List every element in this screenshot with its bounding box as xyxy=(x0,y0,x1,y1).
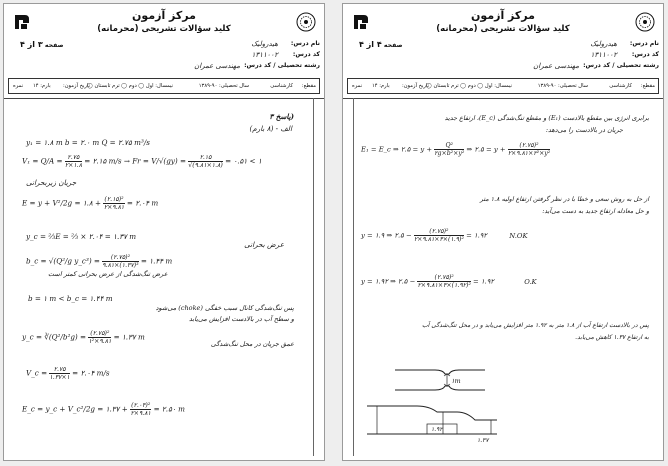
header-title: مرکز آزمون xyxy=(471,9,535,22)
choke-velocity-line: V_c = $\frac{۲.۷۵}{۱.۳۷\times ۱}$ = ۲.۰۴ m/s xyxy=(26,366,110,381)
flow-type-note: جریان زیربحرانی xyxy=(26,178,77,187)
page-number: صفحه ۳ از ۴ xyxy=(20,40,64,49)
field-value: مهندسی عمران xyxy=(533,62,579,70)
term-options: نیمسال: اول ◯ دوم ◯ ترم تابستان ◯ xyxy=(425,83,512,89)
critical-depth-choke-line: y_c = ∛(Q²/b²g) = $\frac{\text{(۲.۷۵)²}}{\text{۱²×۹.۸۱}}$ = ۱.۳۷ m xyxy=(22,330,145,345)
course-label: نام درس: xyxy=(629,40,659,47)
header-subtitle: کلید سؤالات تشریحی (محرمانه) xyxy=(97,24,231,34)
svg-text:۱m: ۱m xyxy=(451,377,461,385)
margin-rule xyxy=(313,98,314,456)
critical-width-line: b_c = √(Q²/g y_c³) = $\frac{\text{(۲.۷۵)²}}{\text{۹.۸۱×(۱.۳۷)³}}$ = ۱.۴۴ m xyxy=(26,254,173,269)
conclusion-note: پس در بالادست ارتفاع آب از ۱.۸ متر به ۱.۹۲ متر افزایش می‌یابد و در محل تنگ‌شدگی آب xyxy=(421,322,649,329)
depth-note: عمق جریان در محل تنگ‌شدگی xyxy=(210,340,294,348)
grade-label: مقطع: xyxy=(301,83,316,89)
header-rule xyxy=(4,98,324,99)
choke-note: پس تنگ‌شدگی کانال سبب خفگی (choke) می‌شود xyxy=(155,304,294,312)
score-weight: بارم: ۱۴ xyxy=(372,83,390,89)
margin-rule xyxy=(353,98,354,456)
energy-balance-note: برابری انرژی بین مقطع بالادست (E₁) و مقطع تنگ‌شدگی (E_c)، ارتفاع جدید xyxy=(444,114,649,122)
specific-energy-line: E = y + V²/2g = ۱.۸ + $\frac{\text{(۲.۱۵)²}}{۲\times ۹.۸۱}$ = ۲.۰۴ m xyxy=(22,196,159,211)
velocity-froude-line: V₁ = Q/A = $\frac{۲.۷۵}{۲\times ۱.۸}$ = ۲.۱۵ m/s → Fr = V/√(gy) = $\frac{۲.۱۵}{√(۹.۸۱\times ۱.۸)}$ = ۰.۵۱ < ۱ xyxy=(22,154,262,169)
channel-sketch xyxy=(357,354,507,444)
choke-energy-line: E_c = y_c + V_c²/2g = ۱.۳۷ + $\frac{\text{(۲.۰۴)²}}{۲\times ۹.۸۱}$ = ۲.۵۰ m xyxy=(22,402,185,417)
trial-method-note-2: و حل معادله ارتفاع جدید به دست می‌آید: xyxy=(542,208,649,215)
academic-year: سال تحصیلی: ۹۰-۱۳۸۹ xyxy=(198,83,249,89)
part-a-label: الف - (۸ بارم) xyxy=(249,124,292,133)
given-values: y₁ = ۱.۸ m b = ۲.۰ m Q = ۲.۷۵ m³/s xyxy=(26,138,150,147)
score-weight: بارم: ۱۴ xyxy=(33,83,51,89)
trial-one-equation: y = ۱.۹ ⇒ ۲.۵ − $\frac{\text{(۲.۷۵)²}}{\text{۲×۹.۸۱×۴×(۱.۹)²}}$ = ۱.۹۲ N.OK xyxy=(361,228,528,243)
course-value: هیدرولیک xyxy=(251,40,278,48)
grade-value: کارشناسی xyxy=(609,83,632,89)
term-options: نیمسال: اول ◯ دوم ◯ ترم تابستان ◯ xyxy=(86,83,173,89)
width-compare-line: b = ۱ m < b_c = ۱.۴۴ m xyxy=(28,294,113,303)
critical-depth-line: y_c = ⅔E = ⅔ × ۲.۰۴ = ۱.۳۷ m xyxy=(26,232,137,241)
score-label: نمره xyxy=(13,83,24,89)
trial-method-note: از حل به روش سعی و خطا با در نظر گرفتن ارتفاع اولیه ۱.۸ متر xyxy=(480,196,649,203)
width-compare-note: عرض تنگ‌شدگی از عرض بحرانی کمتر است xyxy=(48,270,168,278)
header-rule xyxy=(343,98,663,99)
field-label: رشته تحصیلی / کد درس: xyxy=(583,62,659,69)
page-number: صفحه ۴ از ۴ xyxy=(359,40,403,49)
code-label: کد درس: xyxy=(631,51,659,58)
course-value: هیدرولیک xyxy=(590,40,617,48)
code-value: ۱۳۱۱۰۰۲ xyxy=(251,51,278,59)
course-label: نام درس: xyxy=(290,40,320,47)
trial-two-status: O.K xyxy=(524,277,537,286)
conclusion-note-2: به ارتفاع ۱.۳۷ کاهش می‌یابد. xyxy=(575,334,649,341)
field-value: مهندسی عمران xyxy=(194,62,240,70)
critical-width-note: عرض بحرانی xyxy=(244,240,284,249)
grade-value: کارشناسی xyxy=(270,83,293,89)
exam-date: تاریخ آزمون: xyxy=(63,83,90,89)
exam-date: تاریخ آزمون: xyxy=(402,83,429,89)
answer-title: پاسخ ۳) xyxy=(269,112,294,121)
header-title: مرکز آزمون xyxy=(132,9,196,22)
choke-note-2: و سطح آب در بالادست افزایش می‌یابد xyxy=(189,315,294,323)
exam-meta xyxy=(347,40,659,73)
academic-year: سال تحصیلی: ۹۰-۱۳۸۹ xyxy=(537,83,588,89)
energy-equation: E₁ = E_c ⇒ ۲.۵ = y + $\frac{\text{Q²}}{\text{۲g×b²×y²}}$ ⇒ ۲.۵ = y + $\frac{\text{(۲.۷۵)²}}{\text{۲×۹.۸۱×۲²×y²}}$ xyxy=(361,142,551,157)
trial-two-equation: y = ۱.۹۲ ⇒ ۲.۵ − $\frac{\text{(۲.۷۵)²}}{\text{۲×۹.۸۱×۴×(۱.۹۲)²}}$ = ۱.۹۲ O.K xyxy=(361,274,537,289)
exam-info-box xyxy=(8,78,320,94)
svg-text:۱.۹۲: ۱.۹۲ xyxy=(431,426,443,433)
svg-text:۱.۳۷: ۱.۳۷ xyxy=(477,437,489,444)
score-label: نمره xyxy=(352,83,363,89)
trial-one-status: N.OK xyxy=(509,231,528,240)
grade-label: مقطع: xyxy=(640,83,655,89)
code-value: ۱۳۱۱۰۰۲ xyxy=(590,51,617,59)
field-label: رشته تحصیلی / کد درس: xyxy=(244,62,320,69)
header-subtitle: کلید سؤالات تشریحی (محرمانه) xyxy=(436,24,570,34)
energy-balance-note-2: جریان در بالادست را می‌دهد: xyxy=(545,126,623,134)
answer-page-left xyxy=(3,3,325,461)
code-label: کد درس: xyxy=(292,51,320,58)
exam-meta xyxy=(8,40,320,73)
answer-page-right xyxy=(342,3,664,461)
exam-info-box xyxy=(347,78,659,94)
